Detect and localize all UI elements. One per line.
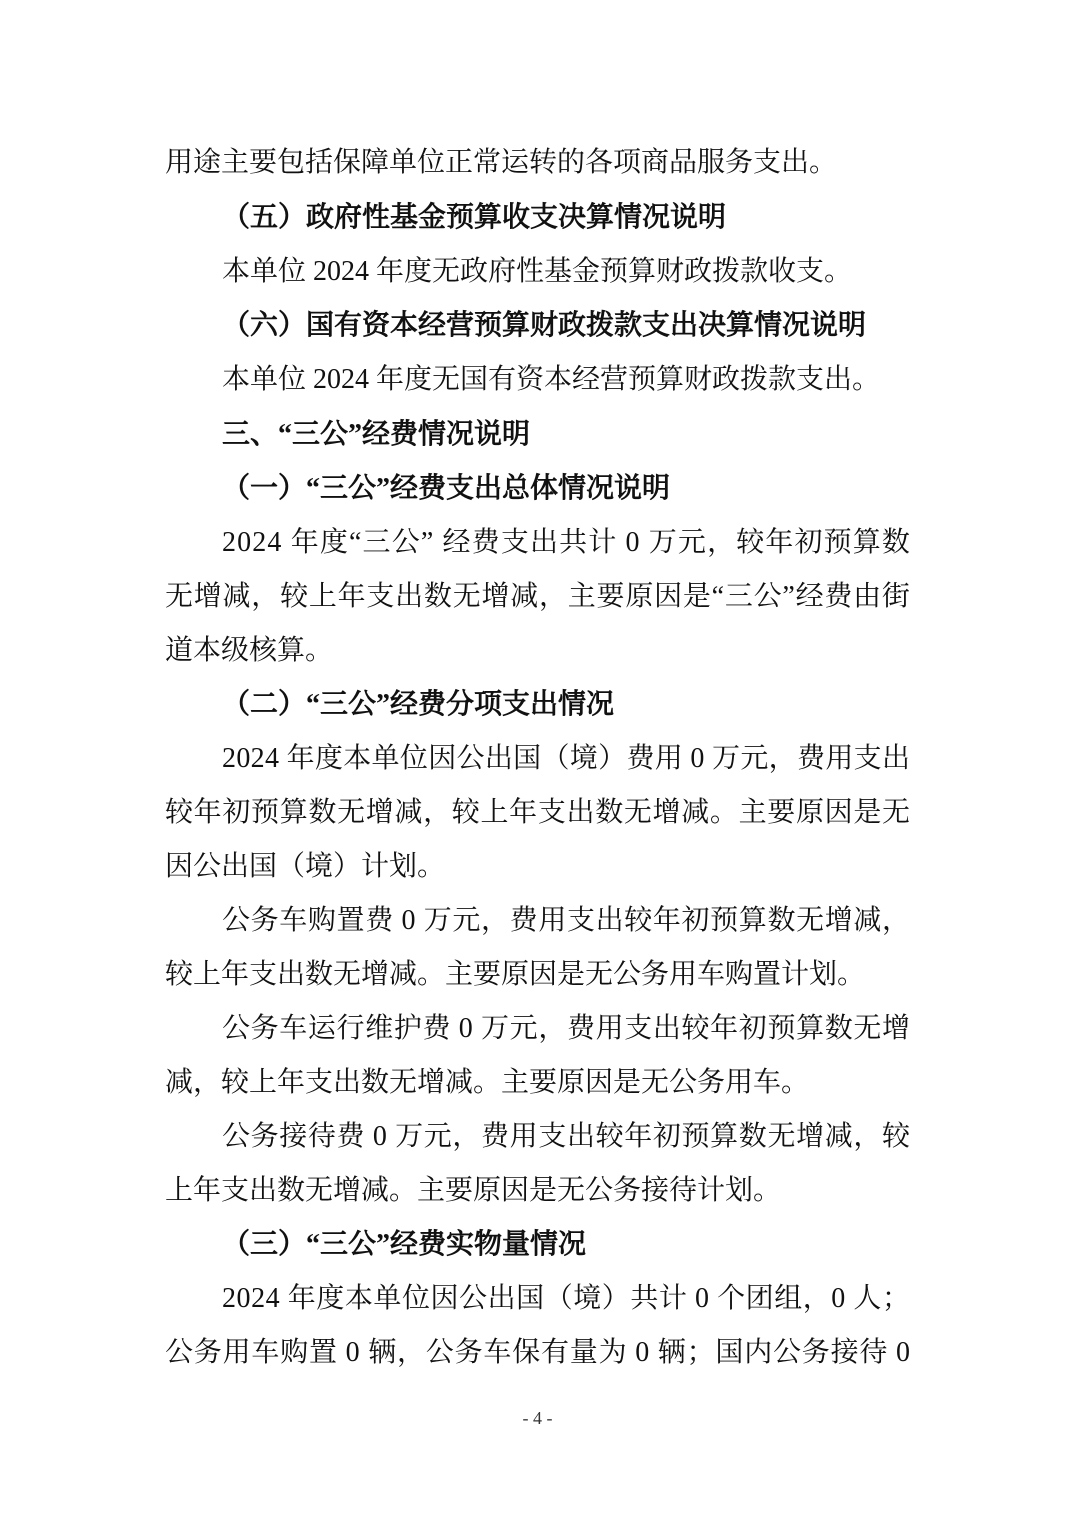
paragraph-line: 用途主要包括保障单位正常运转的各项商品服务支出。 (165, 147, 838, 178)
paragraph-line: 无增减，较上年支出数无增减，主要原因是“三公”经费由街 (165, 581, 911, 612)
section-heading-2: （二）“三公”经费分项支出情况 (222, 689, 615, 720)
chapter-heading-3: 三、“三公”经费情况说明 (222, 419, 531, 450)
section-heading-1: （一）“三公”经费支出总体情况说明 (222, 473, 671, 504)
paragraph-line: 2024 年度本单位因公出国（境）费用 0 万元，费用支出 (222, 743, 911, 774)
paragraph-line: 较上年支出数无增减。主要原因是无公务用车购置计划。 (165, 959, 866, 990)
paragraph-line: 2024 年度“三公” 经费支出共计 0 万元，较年初预算数 (222, 527, 912, 558)
paragraph-line: 本单位 2024 年度无国有资本经营预算财政拨款支出。 (222, 364, 881, 395)
section-heading-6: （六）国有资本经营预算财政拨款支出决算情况说明 (222, 310, 867, 341)
paragraph-line: 较年初预算数无增减，较上年支出数无增减。主要原因是无 (165, 797, 911, 828)
paragraph-line: 公务车购置费 0 万元，费用支出较年初预算数无增减， (222, 905, 911, 936)
section-heading-3: （三）“三公”经费实物量情况 (222, 1229, 587, 1260)
paragraph-line: 道本级核算。 (165, 635, 334, 666)
paragraph-line: 减，较上年支出数无增减。主要原因是无公务用车。 (165, 1067, 810, 1098)
paragraph-line: 上年支出数无增减。主要原因是无公务接待计划。 (165, 1175, 782, 1206)
paragraph-line: 公务车运行维护费 0 万元，费用支出较年初预算数无增 (222, 1013, 911, 1044)
paragraph-line: 公务用车购置 0 辆，公务车保有量为 0 辆；国内公务接待 0 (165, 1337, 911, 1368)
section-heading-5: （五）政府性基金预算收支决算情况说明 (222, 202, 727, 233)
paragraph-line: 2024 年度本单位因公出国（境）共计 0 个团组，0 人； (222, 1283, 911, 1314)
paragraph-line: 公务接待费 0 万元，费用支出较年初预算数无增减，较 (222, 1121, 911, 1152)
page-number: - 4 - (522, 1408, 553, 1428)
paragraph-line: 本单位 2024 年度无政府性基金预算财政拨款收支。 (222, 256, 853, 287)
paragraph-line: 因公出国（境）计划。 (165, 851, 446, 882)
